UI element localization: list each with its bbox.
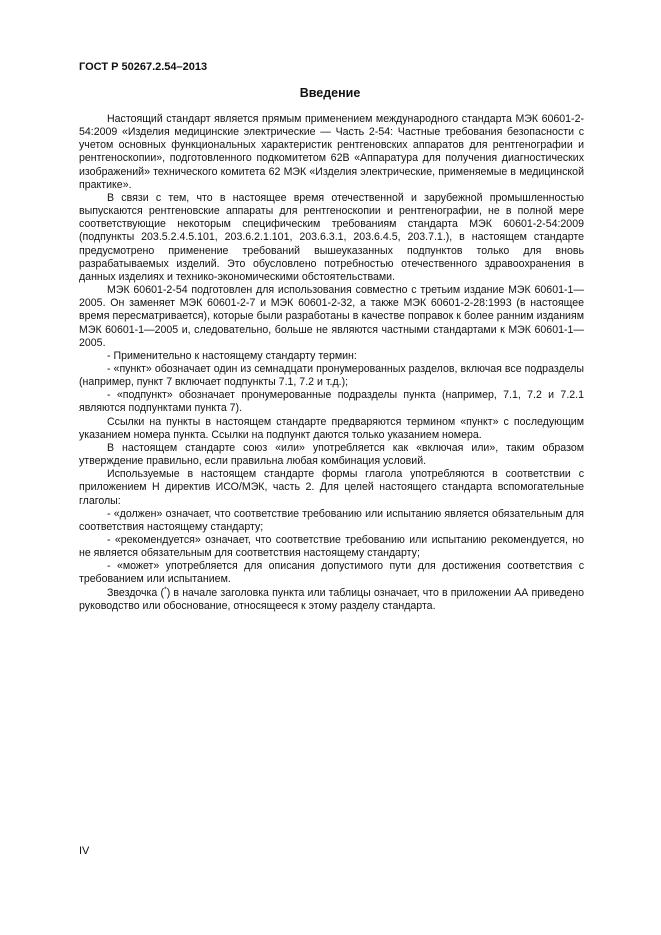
paragraph: - «рекомендуется» означает, что соответствие требованию или испытанию рекомендуется, но не является обязательным для соответствия настоящему стандарту; [79, 534, 584, 560]
note-text-end: ) в начале заголовка пункта или таблицы означает, что в приложении АА приведено руководство или обоснование, относящееся к этому разделу стандарта. [79, 586, 585, 612]
document-code: ГОСТ Р 50267.2.54–2013 [79, 61, 208, 73]
paragraph: - «должен» означает, что соответствие требованию или испытанию является обязательным для соответствия настоящему стандарту; [79, 507, 584, 533]
paragraph: В связи с тем, что в настоящее время отечественной и зарубежной промышленностью выпускаются рентгеновские аппараты для рентгеноскопии и рентгенографии, не в полной мере соответствующие некоторым специфическим требованиям стандарта МЭК 60601-2-54:2009 (подпункты 203.5.2.4.5.101, 203.6.2.1.101, 203.6.3.1, 203.6.4.5, 203.7.1.), в настоящем стандарте предусмотрено применение требований вышеуказанных подпунктов только для вновь разрабатываемых изделий. Это обусловлено потребностью отечественного здравоохранения в данных изделиях и технико-экономическими обстоятельствами. [79, 191, 584, 283]
paragraph: Ссылки на пункты в настоящем стандарте предваряются термином «пункт» с последующим указанием номера пункта. Ссылки на подпункт даются только указанием номера. [79, 415, 584, 441]
note-text-start: Звездочка ( [107, 586, 164, 599]
section-title: Введение [299, 86, 361, 100]
body-text [79, 113, 584, 613]
paragraph: Используемые в настоящем стандарте формы глагола употребляются в соответствии с приложением Н директив ИСО/МЭК, часть 2. Для целей настоящего стандарта вспомогательные глаголы: [79, 468, 584, 507]
paragraph: - «подпункт» обозначает пронумерованные подразделы пункта (например, 7.1, 7.2 и 7.2.1 являются подпунктами пункта 7). [79, 389, 584, 415]
page-number: IV [79, 845, 90, 857]
paragraph: В настоящем стандарте союз «или» употребляется как «включая или», таким образом утверждение правильно, если правильна любая комбинация условий. [79, 441, 584, 468]
paragraph: - «пункт» обозначает один из семнадцати пронумерованных разделов, включая все подразделы (например, пункт 7 включает подпункты 7.1, 7.2 и т.д.); [79, 362, 584, 389]
asterisk-mark: * [164, 586, 167, 594]
paragraph: - Применительно к настоящему стандарту термин: [107, 349, 357, 362]
paragraph-asterisk-note [79, 587, 584, 613]
paragraph: МЭК 60601-2-54 подготовлен для использования совместно с третьим издание МЭК 60601-1—2005. Он заменяет МЭК 60601-2-7 и МЭК 60601-2-32, а также МЭК 60601-2-28:1993 (в настоящее время пересматривается), которые были разработаны в качестве поправок к более ранним изданиям МЭК 60601-1—2005 и, следовательно, больше не являются частными стандартами к МЭК 60601-1—2005. [79, 284, 584, 349]
paragraph: - «может» употребляется для описания допустимого пути для достижения соответствия с требованием или испытанием. [79, 560, 584, 586]
paragraph: Настоящий стандарт является прямым применением международного стандарта МЭК 60601-2-54:2009 «Изделия медицинские электрические — Часть 2-54: Частные требования безопасности с учетом основных функциональных характеристик рентгеновских аппаратов для рентгенографии и рентгеноскопии», подготовленного подкомитетом 62B «Аппаратура для получения диагностических изображений» технического комитета 62 МЭК «Изделия электрические, применяемые в медицинской практике». [79, 113, 584, 191]
